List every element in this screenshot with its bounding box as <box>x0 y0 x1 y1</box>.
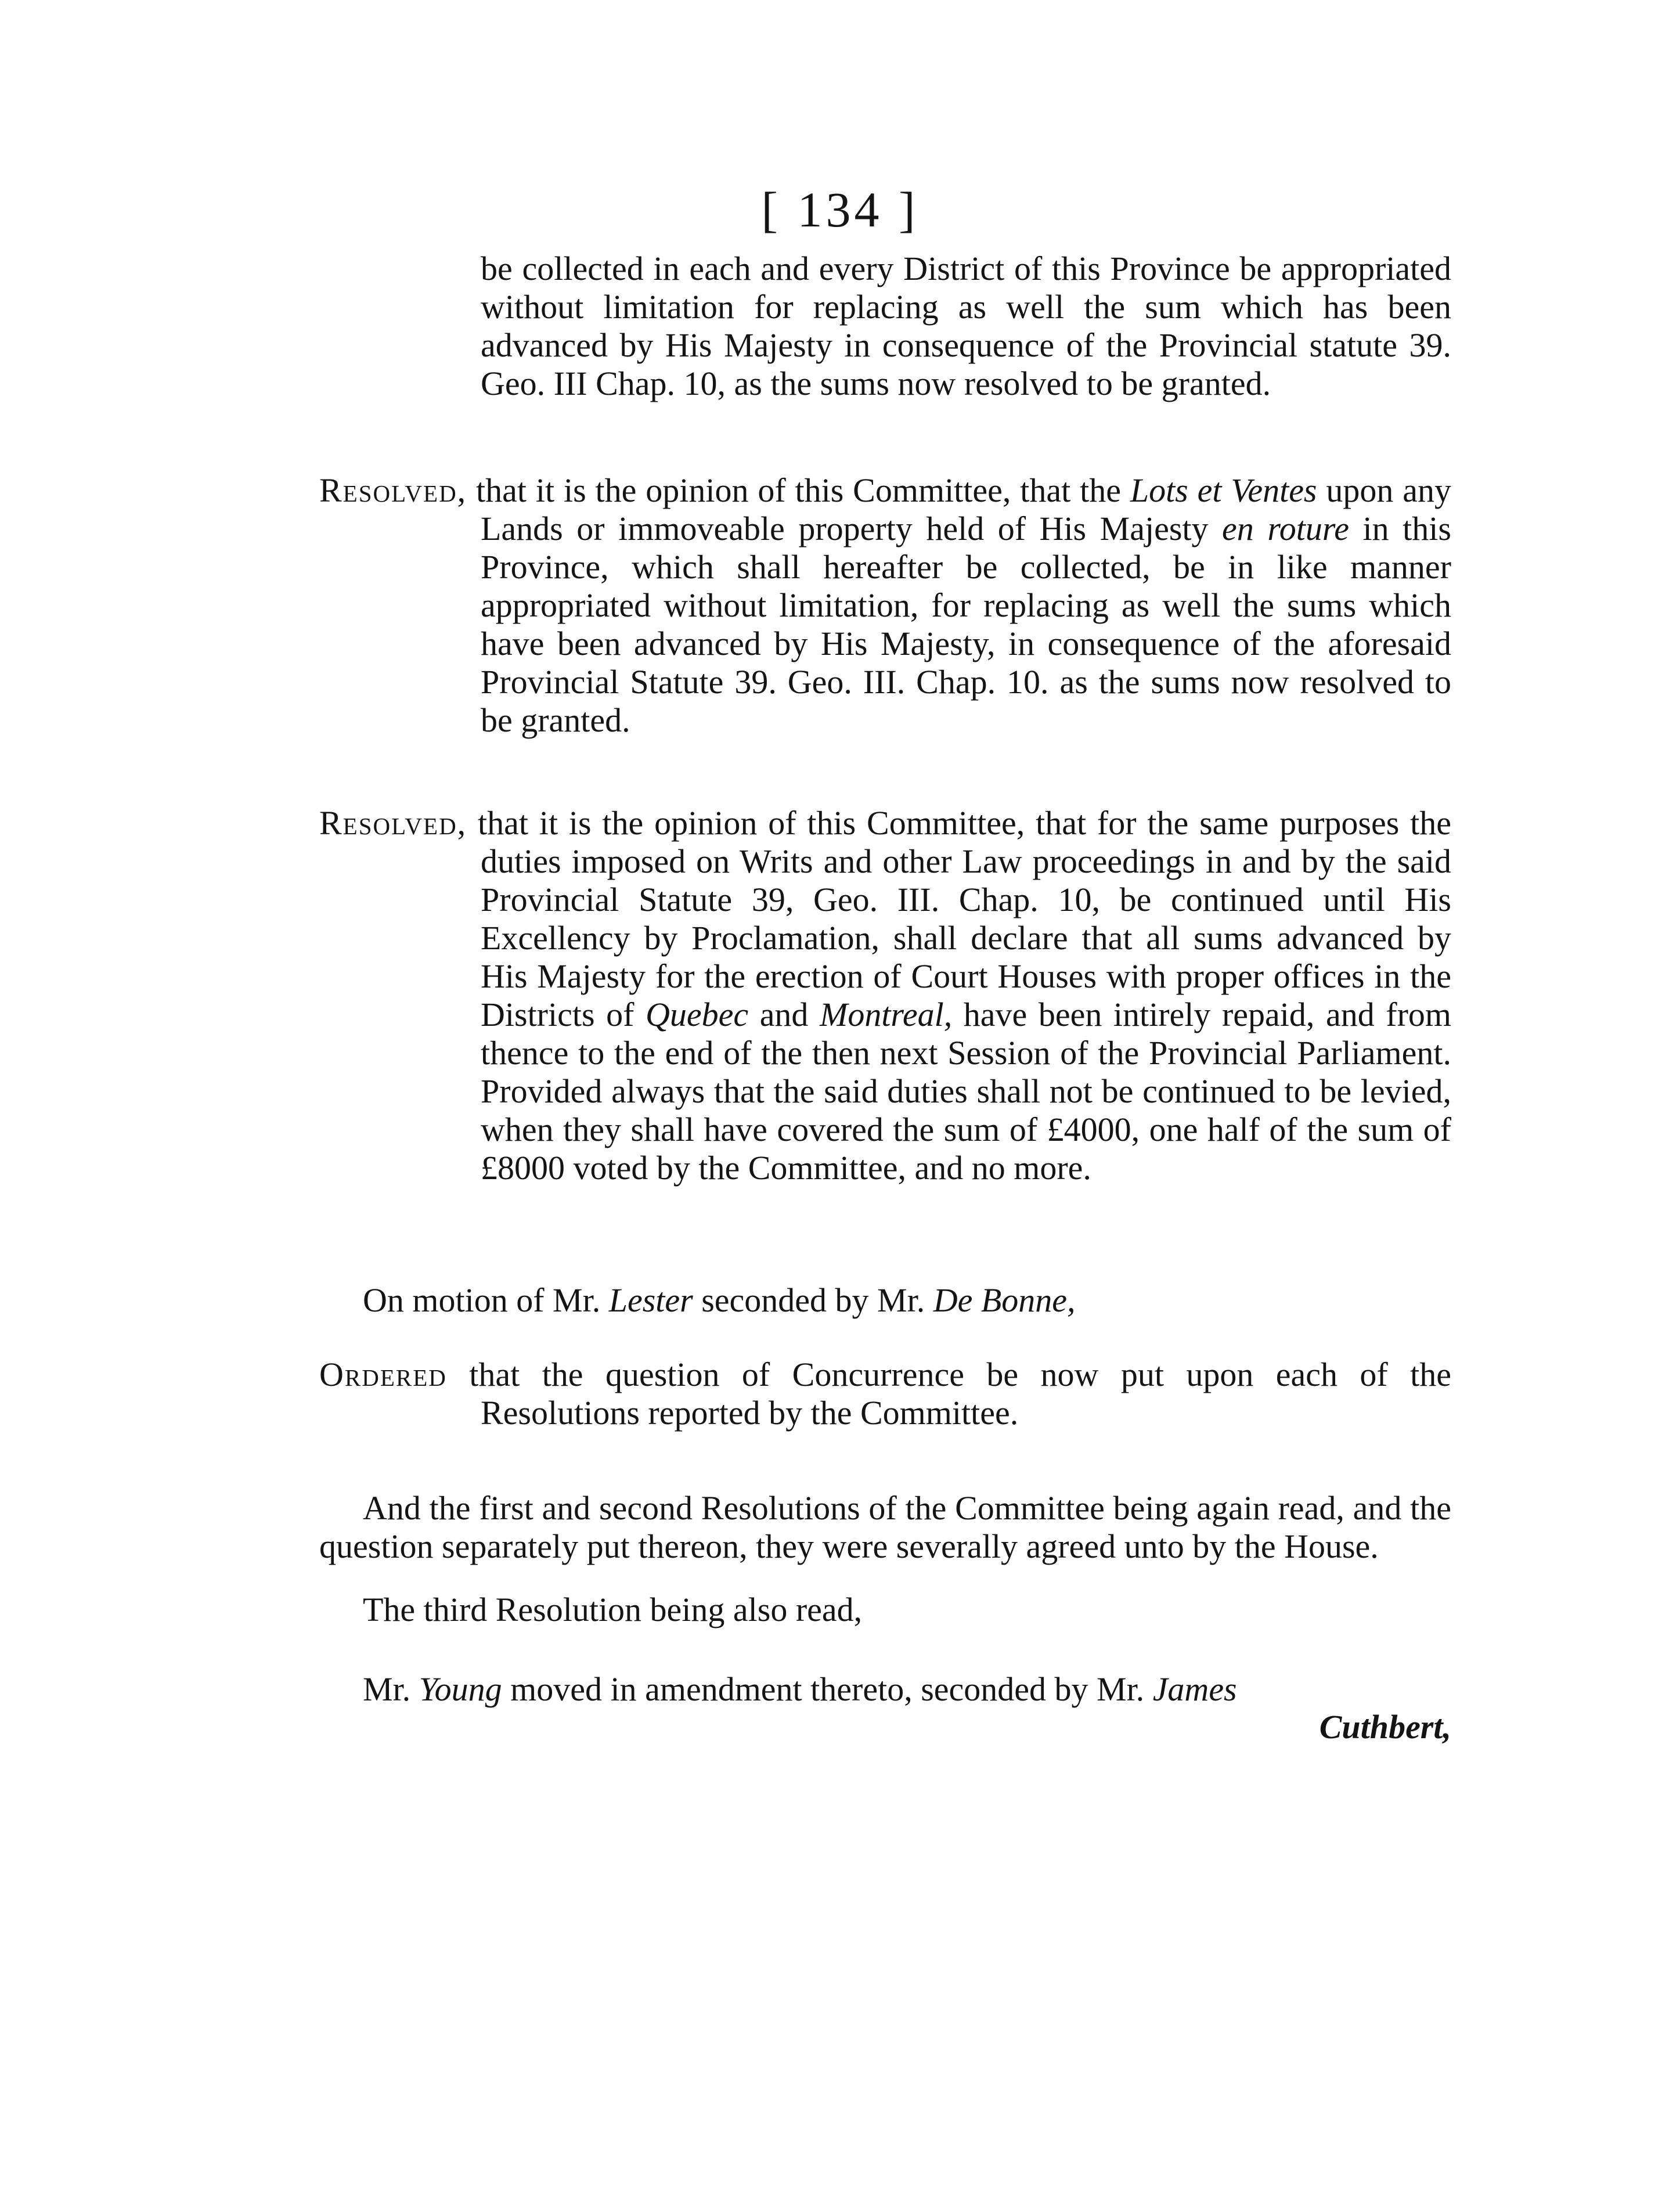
italic-name: James <box>1152 1670 1237 1708</box>
italic-place: Quebec <box>646 996 749 1033</box>
resolution-writs-duties <box>319 804 1451 1187</box>
catchword: Cuthbert, <box>1319 1708 1451 1746</box>
resolution-text: and <box>748 996 820 1033</box>
resolution-text: that it is the opinion of this Committee, that the <box>467 471 1130 509</box>
motion-text: On motion of Mr. <box>363 1281 609 1319</box>
resolved-lead: Resolved, <box>319 471 467 509</box>
resolution-text: have been intirely repaid, and from thence to the end of the then next Session of the Provincial Parliament. Provided always that the said duties shall not be continued to be levied, when they shall have covered the sum of £4000, one half of the sum of £8000 voted by the Committee, and no more. <box>481 996 1452 1187</box>
first-second-paragraph <box>319 1489 1451 1566</box>
italic-place: Montreal, <box>820 996 953 1033</box>
amendment-text: Mr. <box>363 1670 419 1708</box>
italic-name: Lester <box>608 1281 693 1319</box>
continuation-text: be collected in each and every District of this Province be appropriated without limitation for replacing as well the sum which has been advanced by His Majesty in consequence of the Provincial statute 39. Geo. III Chap. 10, as the sums now resolved to be granted. <box>481 250 1451 402</box>
resolution-text: that it is the opinion of this Committee, that for the same purposes the duties imposed on Writs and other Law proceedings in and by the said Provincial Statute 39, Geo. III. Chap. 10, be continued until His Excellency by Proclamation, shall declare that all sums advanced by His Majesty for the erection of Court Houses with proper offices in the Districts of <box>467 804 1451 1033</box>
first-second-text: And the first and second Resolutions of the Committee being again read, and the question separately put thereon, they were severally agreed unto by the House. <box>319 1489 1451 1565</box>
italic-name: Young <box>419 1670 502 1708</box>
italic-term: Lots et Ventes <box>1130 471 1317 509</box>
motion-paragraph <box>319 1281 1451 1320</box>
italic-name: De Bonne, <box>933 1281 1076 1319</box>
resolution-lots-et-ventes <box>319 471 1451 740</box>
amendment-paragraph <box>319 1670 1451 1709</box>
third-resolution-text: The third Resolution being also read, <box>363 1591 863 1628</box>
resolution-text: upon any Lands or immoveable property held of His Majesty <box>481 471 1451 547</box>
ordered-paragraph <box>319 1356 1451 1432</box>
amendment-text: moved in amendment thereto, seconded by Mr. <box>502 1670 1153 1708</box>
page-number: [ 134 ] <box>761 182 919 237</box>
motion-text: seconded by Mr. <box>693 1281 933 1319</box>
ordered-lead: Ordered <box>319 1356 447 1393</box>
resolved-lead: Resolved, <box>319 804 467 842</box>
italic-term: en roture <box>1222 510 1350 547</box>
continuation-paragraph <box>481 250 1451 403</box>
ordered-text: that the question of Concurrence be now put upon each of the Resolutions reported by the Committee. <box>446 1356 1451 1432</box>
resolution-text: in this Province, which shall hereafter be collected, be in like manner appropriated without limitation, for replacing as well the sums which have been advanced by His Majesty, in consequence of the aforesaid Provincial Statute 39. Geo. III. Chap. 10. as the sums now resolved to be granted. <box>481 510 1451 739</box>
third-resolution-paragraph <box>319 1591 1451 1629</box>
